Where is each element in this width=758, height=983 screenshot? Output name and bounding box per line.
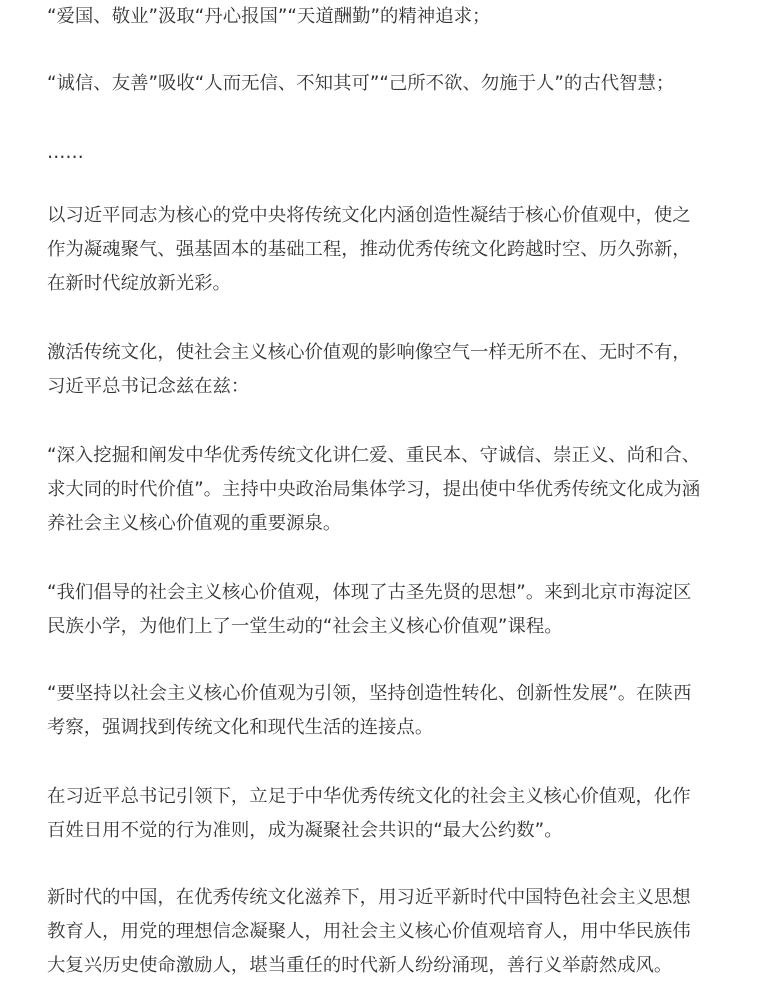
text-line: 作为凝魂聚气、强基固本的基础工程，推动优秀传统文化跨越时空、历久弥新， [47,239,691,260]
text-line: 大复兴历史使命激励人，堪当重任的时代新人纷纷涌现，善行义举蔚然成风。 [47,955,673,976]
text-line: 考察，强调找到传统文化和现代生活的连接点。 [47,717,434,738]
paragraph-10 [47,881,691,983]
paragraph-5 [47,336,691,404]
text-line: …… [47,142,84,163]
paragraph-7 [47,576,691,644]
text-line: “深入挖掘和阐发中华优秀传统文化讲仁爱、重民本、守诚信、崇正义、尚和合、 [47,445,701,466]
text-line: 养社会主义核心价值观的重要源泉。 [47,513,342,534]
text-line: “爱国、敬业”汲取“丹心报国”“天道酬勤”的精神追求； [47,6,491,27]
text-line: 百姓日用不觉的行为准则，成为凝聚社会共识的“最大公约数”。 [47,820,563,841]
paragraph-2 [47,67,674,101]
text-line: 习近平总书记念兹在兹： [47,376,250,397]
paragraph-4 [47,199,691,301]
paragraph-8 [47,677,691,745]
paragraph-1 [47,0,490,34]
paragraph-9 [47,780,691,848]
text-line: 在习近平总书记引领下，立足于中华优秀传统文化的社会主义核心价值观，化作 [47,786,691,807]
text-line: 新时代的中国，在优秀传统文化滋养下，用习近平新时代中国特色社会主义思想 [47,887,691,908]
text-line: 激活传统文化，使社会主义核心价值观的影响像空气一样无所不在、无时不有， [47,342,691,363]
paragraph-6 [47,439,700,541]
text-line: “我们倡导的社会主义核心价值观，体现了古圣先贤的思想”。来到北京市海淀区 [47,582,692,603]
text-line: 以习近平同志为核心的党中央将传统文化内涵创造性凝结于核心价值观中，使之 [47,205,691,226]
text-line: “诚信、友善”吸收“人而无信、不知其可”“己所不欲、勿施于人”的古代智慧； [47,73,675,94]
paragraph-ellipsis [47,136,84,170]
text-line: “要坚持以社会主义核心价值观为引领，坚持创造性转化、创新性发展”。在陕西 [47,683,692,704]
text-line: 民族小学，为他们上了一堂生动的“社会主义核心价值观”课程。 [47,616,563,637]
text-line: 教育人，用党的理想信念凝聚人，用社会主义核心价值观培育人，用中华民族伟 [47,921,691,942]
text-line: 求大同的时代价值”。主持中央政治局集体学习，提出使中华优秀传统文化成为涵 [47,479,701,500]
text-line: 在新时代绽放新光彩。 [47,273,231,294]
